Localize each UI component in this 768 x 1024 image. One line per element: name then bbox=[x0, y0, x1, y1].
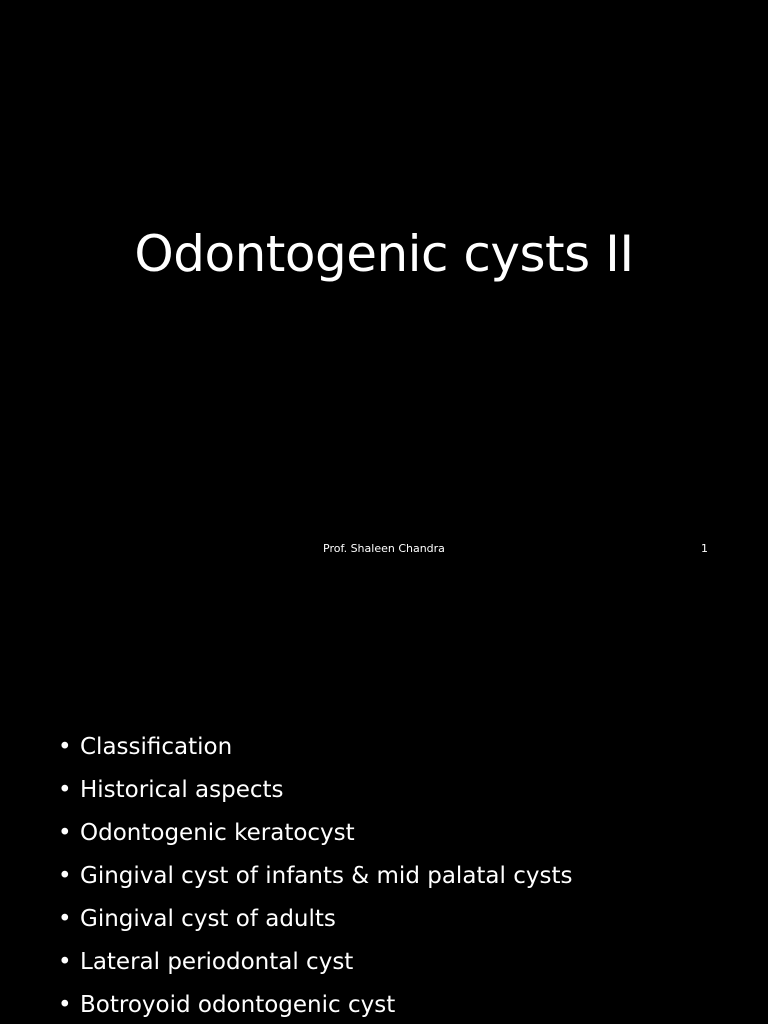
bullet-icon: • bbox=[58, 906, 72, 932]
list-item bbox=[58, 726, 572, 769]
bullet-icon: • bbox=[58, 992, 72, 1018]
list-item bbox=[58, 855, 572, 898]
topic-list bbox=[58, 726, 572, 1024]
slide-title: Odontogenic cysts II bbox=[134, 225, 634, 283]
list-item-label: Classification bbox=[80, 734, 233, 760]
list-item bbox=[58, 941, 572, 984]
list-item-label: Gingival cyst of adults bbox=[80, 906, 336, 932]
bullet-icon: • bbox=[58, 734, 72, 760]
bullet-icon: • bbox=[58, 949, 72, 975]
list-item bbox=[58, 769, 572, 812]
list-item-label: Botroyoid odontogenic cyst bbox=[80, 992, 396, 1018]
list-item bbox=[58, 984, 572, 1024]
list-item-label: Odontogenic keratocyst bbox=[80, 820, 355, 846]
list-item-label: Historical aspects bbox=[80, 777, 284, 803]
slide-page-number: 1 bbox=[701, 542, 708, 555]
list-item-label: Lateral periodontal cyst bbox=[80, 949, 354, 975]
list-item bbox=[58, 812, 572, 855]
bullet-icon: • bbox=[58, 777, 72, 803]
bullet-icon: • bbox=[58, 863, 72, 889]
list-item bbox=[58, 898, 572, 941]
bullet-icon: • bbox=[58, 820, 72, 846]
slide-footer-author: Prof. Shaleen Chandra bbox=[323, 542, 445, 555]
contents-slide bbox=[0, 576, 768, 1024]
list-item-label: Gingival cyst of infants & mid palatal cysts bbox=[80, 863, 573, 889]
